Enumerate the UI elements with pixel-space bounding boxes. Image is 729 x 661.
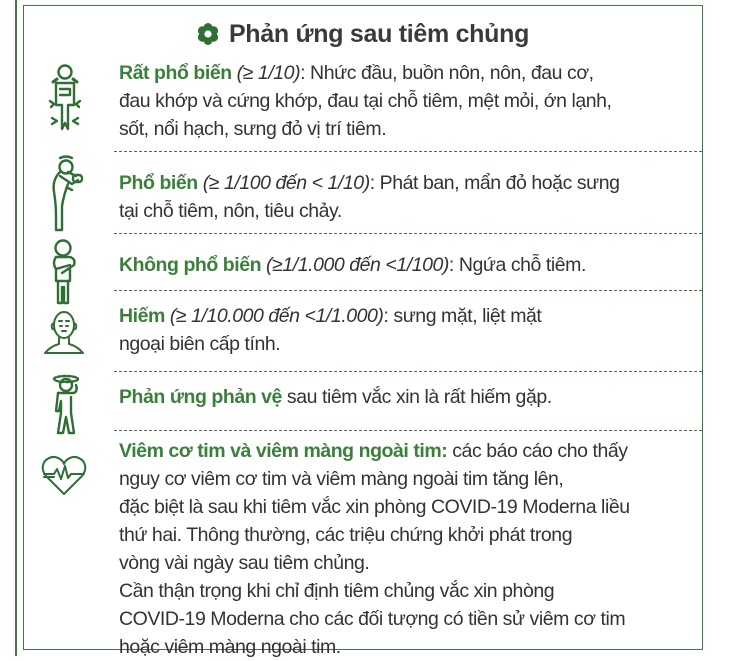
page-title	[24, 17, 702, 51]
section-label: Phản ứng phản vệ	[119, 386, 282, 408]
section-common	[119, 169, 696, 225]
person-nausea-icon	[46, 154, 86, 234]
heart-pulse-icon	[40, 454, 88, 496]
section-divider	[114, 233, 702, 234]
section-range: (≥ 1/10.000 đến <1/1.000)	[164, 305, 384, 327]
section-divider	[114, 290, 702, 291]
section-text-line: : Ngứa chỗ tiêm.	[448, 254, 586, 276]
person-dizzy-icon	[46, 373, 86, 437]
section-text-line: : sưng mặt, liệt mặt	[383, 305, 542, 327]
section-divider	[114, 151, 702, 152]
outer-border-line	[15, 0, 17, 656]
section-very-common	[119, 59, 696, 143]
section-text-line: tại chỗ tiêm, nôn, tiêu chảy.	[119, 200, 342, 222]
person-aches-icon	[44, 63, 86, 133]
reactions-card	[23, 5, 703, 658]
section-text-line: đặc biệt là sau khi tiêm vắc xin phòng COVID-19 Moderna liều	[119, 496, 630, 518]
section-rare	[119, 302, 696, 358]
person-itching-icon	[48, 239, 80, 307]
section-text-line: sau tiêm vắc xin là rất hiếm gặp.	[281, 386, 552, 408]
section-text-line: : Nhức đầu, buồn nôn, nôn, đau cơ,	[300, 62, 594, 84]
flower-icon	[197, 20, 219, 42]
section-label: Phổ biến	[119, 172, 198, 194]
section-divider	[114, 371, 702, 372]
section-text-line: Cần thận trọng khi chỉ định tiêm chủng vắc xin phòng	[119, 580, 555, 602]
section-text-line: sốt, nổi hạch, sưng đỏ vị trí tiêm.	[119, 118, 387, 140]
section-text-line: : Phát ban, mẩn đỏ hoặc sưng	[369, 172, 620, 194]
section-text-line: thứ hai. Thông thường, các triệu chứng khởi phát trong	[119, 524, 573, 546]
section-range: (≥1/1.000 đến <1/100)	[261, 254, 449, 276]
section-label: Hiếm	[119, 305, 165, 327]
title-text: Phản ứng sau tiêm chủng	[228, 20, 530, 48]
section-text-line: nguy cơ viêm cơ tim và viêm màng ngoài tim tăng lên,	[119, 468, 564, 490]
face-swelling-icon	[41, 308, 87, 358]
section-label: Không phổ biến	[119, 254, 262, 276]
section-range: (≥ 1/10)	[231, 62, 301, 84]
section-text-line: COVID-19 Moderna cho các đối tượng có tiền sử viêm cơ tim	[119, 608, 626, 630]
section-label: Viêm cơ tim và viêm màng ngoài tim:	[119, 440, 448, 462]
section-text-line: đau khớp và cứng khớp, đau tại chỗ tiêm, mệt mỏi, ớn lạnh,	[119, 90, 612, 112]
section-uncommon	[119, 251, 696, 279]
section-text-line: các báo cáo cho thấy	[447, 440, 628, 462]
section-range: (≥ 1/100 đến < 1/10)	[197, 172, 370, 194]
section-anaphylaxis	[119, 383, 696, 411]
section-text-line: vòng vài ngày sau tiêm chủng.	[119, 552, 370, 574]
section-label: Rất phổ biến	[119, 62, 232, 84]
section-text-line: hoặc viêm màng ngoài tim.	[119, 636, 341, 658]
section-myocarditis	[119, 437, 696, 661]
section-text-line: ngoại biên cấp tính.	[119, 333, 281, 355]
section-divider	[114, 430, 702, 431]
